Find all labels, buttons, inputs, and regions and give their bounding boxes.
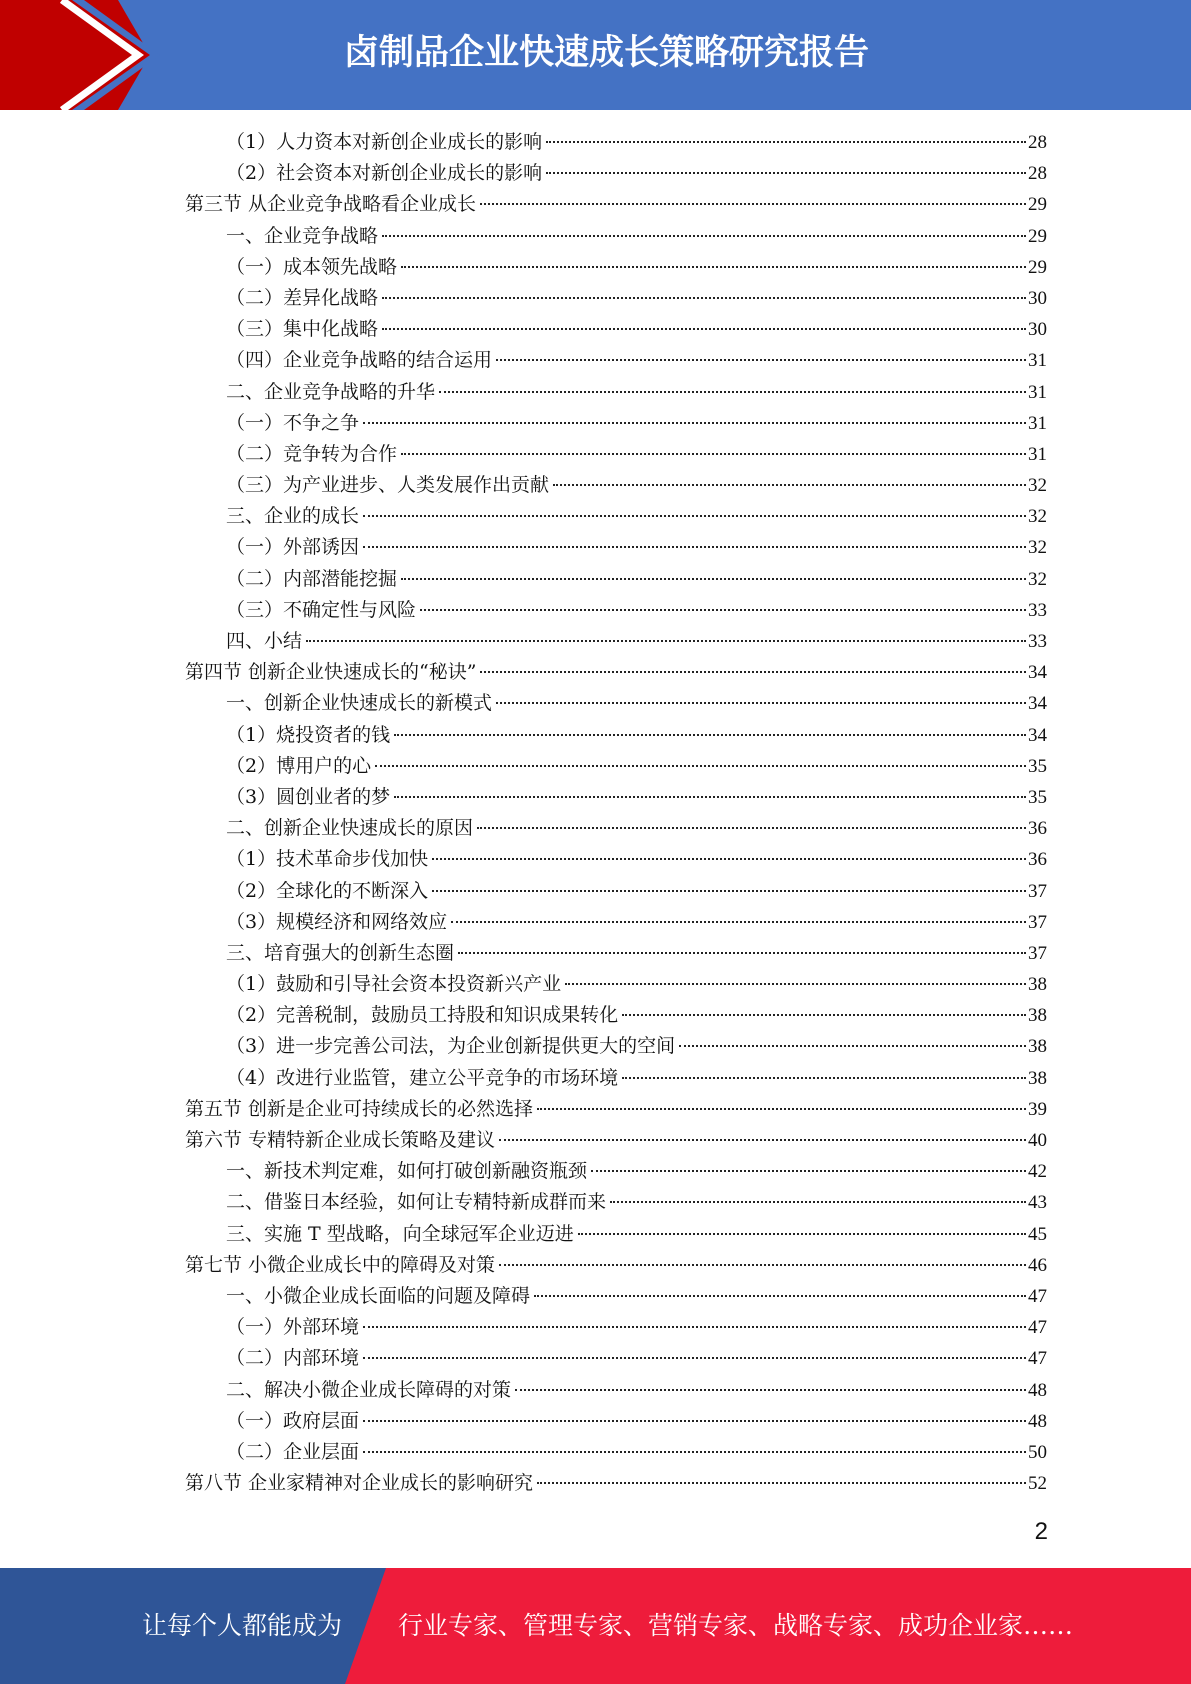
toc-entry-label: 三、培育强大的创新生态圈 — [226, 941, 455, 964]
toc-dot-leader — [306, 640, 1026, 642]
toc-entry[interactable] — [0, 158, 1191, 189]
toc-entry-label: （1）技术革命步伐加快 — [226, 848, 429, 871]
toc-entry-page: 36 — [1028, 849, 1047, 871]
toc-dot-leader — [537, 1482, 1026, 1484]
toc-entry-page: 38 — [1028, 1005, 1047, 1027]
toc-entry-page: 50 — [1028, 1441, 1047, 1463]
toc-dot-leader — [496, 359, 1026, 361]
toc-dot-leader — [537, 1108, 1026, 1110]
toc-entry-page: 31 — [1028, 381, 1047, 403]
toc-entry[interactable] — [0, 1468, 1191, 1499]
toc-entry[interactable] — [0, 1125, 1191, 1156]
toc-dot-leader — [363, 1451, 1026, 1453]
toc-entry-page: 52 — [1028, 1473, 1047, 1495]
toc-entry[interactable] — [0, 907, 1191, 938]
toc-dot-leader — [420, 609, 1026, 611]
toc-entry-page: 32 — [1028, 537, 1047, 559]
toc-entry[interactable] — [0, 969, 1191, 1000]
toc-entry-page: 47 — [1028, 1317, 1047, 1339]
toc-dot-leader — [382, 328, 1026, 330]
toc-entry-page: 34 — [1028, 693, 1047, 715]
toc-dot-leader — [499, 1139, 1026, 1141]
toc-entry-page: 48 — [1028, 1410, 1047, 1432]
toc-dot-leader — [451, 921, 1026, 923]
toc-entry-page: 30 — [1028, 287, 1047, 309]
toc-dot-leader — [622, 1077, 1026, 1079]
toc-entry-label: 第三节 从企业竞争战略看企业成长 — [185, 193, 477, 216]
toc-dot-leader — [578, 1233, 1026, 1235]
toc-entry[interactable] — [0, 720, 1191, 751]
toc-entry[interactable] — [0, 1094, 1191, 1125]
toc-entry-page: 42 — [1028, 1161, 1047, 1183]
toc-entry-label: 三、实施 T 型战略，向全球冠军企业迈进 — [226, 1222, 574, 1245]
toc-entry[interactable] — [0, 595, 1191, 626]
toc-entry[interactable] — [0, 1250, 1191, 1281]
toc-entry-page: 34 — [1028, 724, 1047, 746]
toc-entry-page: 31 — [1028, 443, 1047, 465]
toc-entry-label: （二）内部环境 — [226, 1347, 360, 1370]
toc-entry-label: 三、企业的成长 — [226, 505, 360, 528]
toc-entry-page: 39 — [1028, 1098, 1047, 1120]
toc-entry[interactable] — [0, 1281, 1191, 1312]
toc-entry-label: （二）差异化战略 — [226, 286, 379, 309]
toc-entry[interactable] — [0, 1000, 1191, 1031]
toc-dot-leader — [363, 515, 1026, 517]
toc-dot-leader — [432, 858, 1026, 860]
toc-dot-leader — [394, 796, 1026, 798]
toc-entry-label: （4）改进行业监管，建立公平竞争的市场环境 — [226, 1066, 619, 1089]
toc-entry-label: （1）鼓励和引导社会资本投资新兴产业 — [226, 973, 562, 996]
toc-entry[interactable] — [0, 938, 1191, 969]
toc-entry[interactable] — [0, 876, 1191, 907]
toc-dot-leader — [622, 1014, 1026, 1016]
toc-entry-label: （一）不争之争 — [226, 411, 360, 434]
toc-entry[interactable] — [0, 283, 1191, 314]
toc-entry-page: 33 — [1028, 599, 1047, 621]
toc-entry-label: 二、企业竞争战略的升华 — [226, 380, 436, 403]
toc-dot-leader — [546, 172, 1026, 174]
toc-entry-page: 37 — [1028, 911, 1047, 933]
toc-dot-leader — [610, 1201, 1026, 1203]
toc-dot-leader — [591, 1170, 1026, 1172]
toc-dot-leader — [382, 235, 1026, 237]
toc-entry[interactable] — [0, 470, 1191, 501]
toc-dot-leader — [394, 734, 1026, 736]
toc-entry-label: （一）外部环境 — [226, 1316, 360, 1339]
toc-entry-page: 37 — [1028, 942, 1047, 964]
toc-entry-page: 29 — [1028, 256, 1047, 278]
footer-slogan-left: 让每个人都能成为 — [142, 1611, 343, 1640]
toc-dot-leader — [565, 983, 1026, 985]
toc-entry[interactable] — [0, 1219, 1191, 1250]
toc-entry-page: 47 — [1028, 1348, 1047, 1370]
toc-dot-leader — [363, 1326, 1026, 1328]
toc-entry-page: 28 — [1028, 132, 1047, 153]
table-of-contents — [0, 127, 1191, 1499]
report-title: 卤制品企业快速成长策略研究报告 — [343, 33, 869, 73]
toc-entry-label: （2）全球化的不断深入 — [226, 879, 429, 902]
toc-entry-page: 32 — [1028, 568, 1047, 590]
toc-dot-leader — [432, 890, 1026, 892]
toc-entry-page: 35 — [1028, 786, 1047, 808]
toc-entry-label: （一）成本领先战略 — [226, 255, 398, 278]
toc-entry-label: 二、创新企业快速成长的原因 — [226, 817, 474, 840]
toc-dot-leader — [363, 546, 1026, 548]
toc-dot-leader — [363, 422, 1026, 424]
toc-entry-label: 第五节 创新是企业可持续成长的必然选择 — [185, 1097, 534, 1120]
toc-entry-label: （3）规模经济和网络效应 — [226, 910, 448, 933]
toc-entry[interactable] — [0, 501, 1191, 532]
toc-entry-page: 31 — [1028, 350, 1047, 372]
toc-entry-page: 46 — [1028, 1254, 1047, 1276]
toc-entry[interactable] — [0, 314, 1191, 345]
toc-entry-label: 二、借鉴日本经验，如何让专精特新成群而来 — [226, 1191, 607, 1214]
toc-entry-page: 47 — [1028, 1285, 1047, 1307]
toc-entry[interactable] — [0, 1375, 1191, 1406]
toc-entry[interactable] — [0, 252, 1191, 283]
toc-entry-page: 34 — [1028, 662, 1047, 684]
toc-entry[interactable] — [0, 657, 1191, 688]
toc-dot-leader — [515, 1389, 1026, 1391]
toc-dot-leader — [401, 578, 1026, 580]
toc-entry[interactable] — [0, 189, 1191, 220]
toc-entry-label: （2）博用户的心 — [226, 754, 372, 777]
toc-dot-leader — [401, 453, 1026, 455]
toc-dot-leader — [439, 391, 1026, 393]
toc-entry-page: 35 — [1028, 755, 1047, 777]
toc-entry[interactable] — [0, 221, 1191, 252]
toc-entry[interactable] — [0, 1343, 1191, 1374]
footer-slogan-right: 行业专家、管理专家、营销专家、战略专家、成功企业家…… — [398, 1611, 1074, 1640]
toc-entry[interactable] — [0, 1187, 1191, 1218]
toc-entry-label: （3）圆创业者的梦 — [226, 785, 391, 808]
toc-dot-leader — [499, 1264, 1026, 1266]
toc-dot-leader — [546, 141, 1026, 143]
toc-dot-leader — [382, 297, 1026, 299]
toc-entry[interactable] — [0, 377, 1191, 408]
page-number: 2 — [1034, 1518, 1048, 1545]
toc-entry-label: （四）企业竞争战略的结合运用 — [226, 349, 493, 372]
toc-entry-label: （1）人力资本对新创企业成长的影响 — [226, 131, 543, 153]
page-footer — [0, 1568, 1191, 1684]
toc-entry-label: （3）进一步完善公司法，为企业创新提供更大的空间 — [226, 1035, 676, 1058]
toc-dot-leader — [480, 671, 1026, 673]
toc-entry-label: 第六节 专精特新企业成长策略及建议 — [185, 1129, 496, 1151]
toc-dot-leader — [534, 1295, 1026, 1297]
toc-entry[interactable] — [0, 844, 1191, 875]
toc-entry-page: 28 — [1028, 163, 1047, 185]
toc-entry-label: 二、解决小微企业成长障碍的对策 — [226, 1378, 512, 1401]
toc-entry[interactable] — [0, 408, 1191, 439]
toc-dot-leader — [496, 702, 1026, 704]
toc-entry[interactable] — [0, 626, 1191, 657]
toc-entry[interactable] — [0, 1437, 1191, 1468]
toc-entry-label: （1）烧投资者的钱 — [226, 723, 391, 746]
toc-entry-page: 43 — [1028, 1192, 1047, 1214]
toc-entry-label: 第八节 企业家精神对企业成长的影响研究 — [185, 1472, 534, 1495]
toc-entry-label: （二）企业层面 — [226, 1440, 360, 1463]
toc-dot-leader — [458, 952, 1026, 954]
toc-entry-label: （二）内部潜能挖掘 — [226, 567, 398, 590]
toc-entry-page: 38 — [1028, 1036, 1047, 1058]
toc-dot-leader — [363, 1420, 1026, 1422]
toc-entry-page: 48 — [1028, 1379, 1047, 1401]
toc-entry-label: （2）完善税制，鼓励员工持股和知识成果转化 — [226, 1004, 619, 1027]
toc-dot-leader — [375, 765, 1026, 767]
toc-entry-page: 32 — [1028, 506, 1047, 528]
toc-entry-page: 38 — [1028, 974, 1047, 996]
toc-entry-label: （二）竞争转为合作 — [226, 442, 398, 465]
toc-entry-label: 第七节 小微企业成长中的障碍及对策 — [185, 1253, 496, 1276]
toc-entry-page: 30 — [1028, 319, 1047, 341]
toc-entry-page: 40 — [1028, 1130, 1047, 1151]
toc-entry[interactable] — [0, 439, 1191, 470]
toc-entry-label: （三）不确定性与风险 — [226, 598, 417, 621]
toc-entry-page: 29 — [1028, 194, 1047, 216]
toc-entry-page: 33 — [1028, 631, 1047, 652]
toc-entry-page: 29 — [1028, 225, 1047, 247]
toc-entry[interactable] — [0, 751, 1191, 782]
toc-dot-leader — [477, 827, 1026, 829]
toc-entry-label: （一）外部诱因 — [226, 536, 360, 559]
toc-entry[interactable] — [0, 1312, 1191, 1343]
toc-dot-leader — [679, 1045, 1026, 1047]
toc-entry[interactable] — [0, 1406, 1191, 1437]
toc-entry[interactable] — [0, 127, 1191, 158]
toc-dot-leader — [480, 203, 1026, 205]
toc-entry-page: 32 — [1028, 475, 1047, 497]
toc-entry[interactable] — [0, 782, 1191, 813]
toc-entry[interactable] — [0, 1063, 1191, 1094]
toc-entry-page: 31 — [1028, 412, 1047, 434]
toc-entry[interactable] — [0, 688, 1191, 719]
toc-entry-label: 一、新技术判定难，如何打破创新融资瓶颈 — [226, 1160, 588, 1183]
toc-entry-page: 36 — [1028, 818, 1047, 840]
toc-entry[interactable] — [0, 1031, 1191, 1062]
toc-entry[interactable] — [0, 532, 1191, 563]
toc-entry-label: （三）为产业进步、人类发展作出贡献 — [226, 474, 550, 497]
toc-entry[interactable] — [0, 813, 1191, 844]
toc-dot-leader — [401, 266, 1026, 268]
toc-entry-label: （三）集中化战略 — [226, 318, 379, 341]
toc-entry-label: （一）政府层面 — [226, 1409, 360, 1432]
toc-entry[interactable] — [0, 1156, 1191, 1187]
toc-entry[interactable] — [0, 345, 1191, 376]
page-header — [0, 0, 1191, 110]
toc-dot-leader — [363, 1357, 1026, 1359]
toc-entry-page: 37 — [1028, 880, 1047, 902]
toc-entry-page: 45 — [1028, 1223, 1047, 1245]
toc-entry-label: 一、创新企业快速成长的新模式 — [226, 692, 493, 715]
toc-entry-page: 38 — [1028, 1067, 1047, 1089]
toc-entry-label: （2）社会资本对新创企业成长的影响 — [226, 162, 543, 185]
toc-dot-leader — [553, 484, 1026, 486]
toc-entry-label: 第四节 创新企业快速成长的“秘诀” — [185, 661, 477, 684]
toc-entry-label: 四、小结 — [226, 630, 303, 652]
toc-entry-label: 一、小微企业成长面临的问题及障碍 — [226, 1284, 531, 1307]
toc-entry-label: 一、企业竞争战略 — [226, 224, 379, 247]
toc-entry[interactable] — [0, 564, 1191, 595]
